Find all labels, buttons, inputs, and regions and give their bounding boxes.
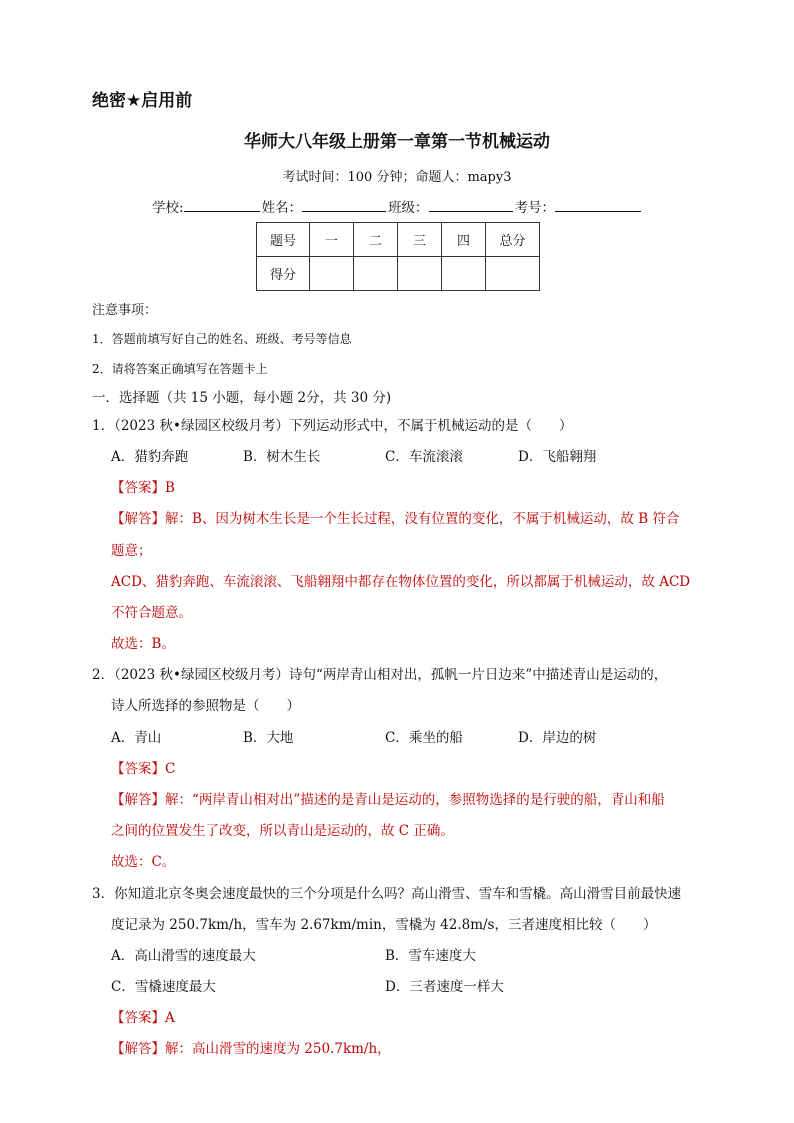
number-label: 考号： bbox=[514, 200, 556, 216]
answer-line bbox=[111, 1006, 175, 1026]
name-blank[interactable] bbox=[302, 197, 386, 212]
score-header-cell: 一 bbox=[310, 223, 354, 257]
question-option: A．青山 bbox=[111, 730, 162, 746]
score-header-cell: 二 bbox=[354, 223, 398, 257]
question-stem: 3．你知道北京冬奥会速度最快的三个分项是什么吗？高山滑雪、雪车和雪橇。高山滑雪目前最快速 bbox=[92, 886, 682, 902]
notes-item: 1．答题前填写好自己的姓名、班级、考号等信息 bbox=[92, 332, 352, 346]
question-option: D．飞船翱翔 bbox=[518, 449, 597, 465]
score-cell[interactable] bbox=[310, 257, 354, 291]
exam-title: 华师大八年级上册第一章第一节机械运动 bbox=[244, 132, 550, 152]
analysis-text: 解：B、因为树木生长是一个生长过程，没有位置的变化，不属于机械运动，故 B 符合 bbox=[165, 511, 680, 527]
analysis-text: 题意； bbox=[111, 543, 152, 559]
question-stem: 度记录为 250.7km/h，雪车为 2.67km/min，雪橇为 42.8m/s，三者速度相比较（ ） bbox=[111, 917, 657, 933]
question-option: B．雪车速度大 bbox=[385, 948, 476, 964]
score-header-cell: 总分 bbox=[486, 223, 540, 257]
answer-value: C bbox=[165, 761, 176, 777]
question-option: D．岸边的树 bbox=[518, 730, 597, 746]
conclusion-text: 故选：C。 bbox=[111, 854, 176, 870]
class-label: 班级： bbox=[388, 200, 429, 216]
question-option: B．树木生长 bbox=[243, 449, 321, 465]
exam-meta: 考试时间：100 分钟；命题人：mapy3 bbox=[282, 170, 512, 185]
score-header-cell: 题号 bbox=[257, 223, 310, 257]
answer-value: A bbox=[165, 1010, 175, 1026]
analysis-tag: 【解答】 bbox=[111, 1041, 165, 1057]
name-label: 姓名： bbox=[261, 200, 303, 216]
score-table-score-row bbox=[257, 257, 540, 291]
question-option: C．雪橇速度最大 bbox=[111, 979, 216, 995]
class-blank[interactable] bbox=[429, 197, 513, 212]
analysis-text: 不符合题意。 bbox=[111, 605, 192, 621]
question-stem: 1．（2023 秋•绿园区校级月考）下列运动形式中，不属于机械运动的是（ ） bbox=[92, 418, 573, 434]
question-option: A．高山滑雪的速度最大 bbox=[111, 948, 256, 964]
question-stem: 诗人所选择的参照物是（ ） bbox=[111, 698, 300, 714]
score-header-cell: 三 bbox=[398, 223, 442, 257]
notes-title: 注意事项： bbox=[92, 303, 158, 318]
analysis-line bbox=[111, 788, 665, 808]
question-option: C．车流滚滚 bbox=[385, 449, 463, 465]
school-blank[interactable] bbox=[184, 197, 260, 212]
answer-value: B bbox=[165, 480, 175, 496]
conclusion-text: 故选：B。 bbox=[111, 636, 175, 652]
analysis-line bbox=[111, 507, 679, 527]
score-header-cell: 四 bbox=[442, 223, 486, 257]
section-heading: 一．选择题（共 15 小题，每小题 2分，共 30 分) bbox=[92, 390, 392, 406]
analysis-line bbox=[111, 1037, 391, 1057]
analysis-text: 解：高山滑雪的速度为 250.7km/h， bbox=[165, 1041, 391, 1057]
analysis-tag: 【解答】 bbox=[111, 511, 165, 527]
question-option: C．乘坐的船 bbox=[385, 730, 463, 746]
school-label: 学校: bbox=[152, 200, 184, 216]
score-table bbox=[256, 222, 540, 291]
score-table-header-row bbox=[257, 223, 540, 257]
confidential-label: 绝密★启用前 bbox=[92, 91, 193, 111]
question-option: A．猎豹奔跑 bbox=[111, 449, 189, 465]
analysis-text: 之间的位置发生了改变，所以青山是运动的，故 C 正确。 bbox=[111, 823, 454, 839]
student-info-fields bbox=[152, 196, 643, 216]
number-blank[interactable] bbox=[555, 197, 641, 212]
answer-tag: 【答案】 bbox=[111, 480, 165, 496]
question-option: D．三者速度一样大 bbox=[385, 979, 504, 995]
analysis-text: 解：“两岸青山相对出”描述的是青山是运动的，参照物选择的是行驶的船，青山和船 bbox=[165, 792, 665, 808]
score-cell[interactable] bbox=[354, 257, 398, 291]
answer-tag: 【答案】 bbox=[111, 1010, 165, 1026]
score-cell[interactable] bbox=[486, 257, 540, 291]
analysis-tag: 【解答】 bbox=[111, 792, 165, 808]
answer-line bbox=[111, 476, 175, 496]
score-row-label: 得分 bbox=[257, 257, 310, 291]
score-cell[interactable] bbox=[442, 257, 486, 291]
analysis-text: ACD、猎豹奔跑、车流滚滚、飞船翱翔中都存在物体位置的变化，所以都属于机械运动，故 ACD bbox=[111, 574, 691, 590]
question-option: B．大地 bbox=[243, 730, 294, 746]
answer-line bbox=[111, 757, 175, 777]
answer-tag: 【答案】 bbox=[111, 761, 165, 777]
notes-item: 2．请将答案正确填写在答题卡上 bbox=[92, 362, 268, 376]
question-stem: 2．（2023 秋•绿园区校级月考）诗句“两岸青山相对出，孤帆一片日边来”中描述青山是运动的， bbox=[92, 667, 668, 683]
score-cell[interactable] bbox=[398, 257, 442, 291]
